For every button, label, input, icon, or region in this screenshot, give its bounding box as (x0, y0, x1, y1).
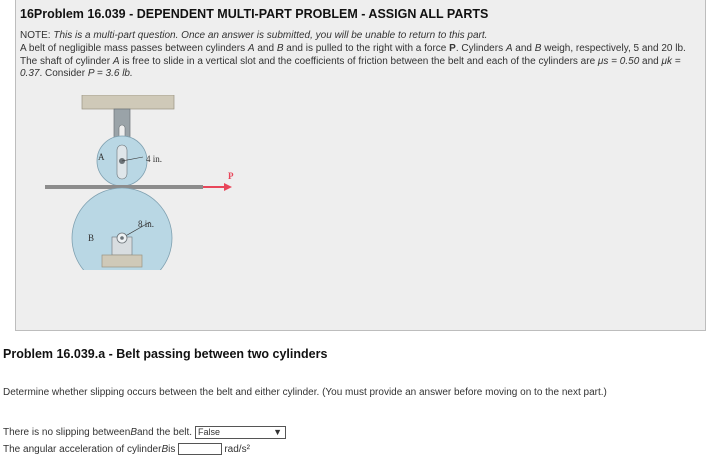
slip-answer-selected: False (198, 427, 221, 437)
label-b: B (88, 233, 95, 243)
problem-body: A belt of negligible mass passes between cylinders A and B and is pulled to the right with a force P. Cylinders A and B weigh, respectively, 5 and 20 lb. The shaft of cylinder A is free to slide in a vertical slot and the coefficients of friction between the belt and each of the cylinders are μs = 0.50 and μk = 0.37. Consider P = 3.6 lb. (20, 42, 686, 80)
belt-cylinder-figure (40, 95, 250, 270)
problem-statement (20, 30, 690, 81)
label-p: P (228, 171, 234, 181)
part-a-description: Determine whether slipping occurs between the belt and either cylinder. (You must provide an answer before moving on to the next part.) (3, 387, 607, 398)
question-angular-accel-row: The angular acceleration of cylinder B is rad/s² (3, 443, 250, 455)
part-a-heading: Problem 16.039.a - Belt passing between two cylinders (3, 347, 328, 361)
slip-answer-select[interactable] (195, 426, 286, 439)
top-support (82, 95, 174, 109)
unit-label: rad/s² (224, 443, 250, 455)
bottom-support (102, 255, 142, 267)
problem-title: 16Problem 16.039 - DEPENDENT MULTI-PART PROBLEM - ASSIGN ALL PARTS (20, 7, 489, 21)
question-slip-row: There is no slipping between B and the belt. False ▼ (3, 426, 286, 439)
label-a: A (98, 152, 105, 162)
dim-a: 4 in. (146, 154, 163, 164)
dim-b: 8 in. (138, 219, 155, 229)
note-line: NOTE: This is a multi-part question. Once an answer is submitted, you will be unable to return to this part. (20, 30, 488, 41)
chevron-down-icon: ▼ (273, 427, 283, 437)
angular-acceleration-input[interactable] (178, 443, 222, 455)
